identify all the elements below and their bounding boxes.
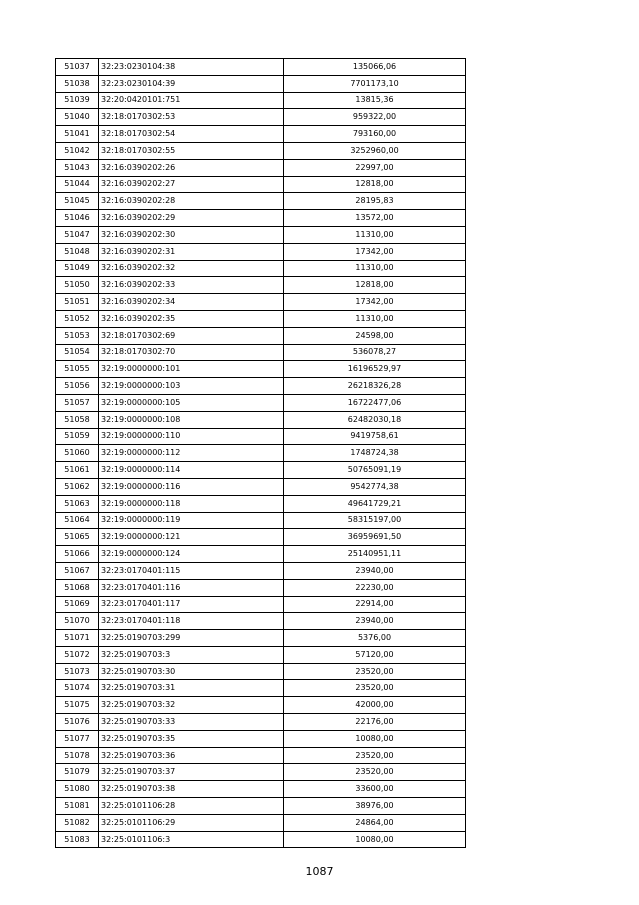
table-row [56,445,466,462]
row-number-cell: 51081 [56,798,99,815]
cadastral-value-cell: 793160,00 [284,126,466,143]
cadastral-value-cell: 23520,00 [284,764,466,781]
table-row [56,327,466,344]
cadastral-value-cell: 38976,00 [284,798,466,815]
cadastral-number-cell: 32:23:0230104:39 [99,75,284,92]
table-row [56,294,466,311]
table-row [56,159,466,176]
cadastral-value-cell: 16196529,97 [284,361,466,378]
row-number-cell: 51044 [56,176,99,193]
cadastral-number-cell: 32:19:0000000:110 [99,428,284,445]
cadastral-number-cell: 32:19:0000000:103 [99,378,284,395]
row-number-cell: 51080 [56,781,99,798]
table-row [56,109,466,126]
cadastral-value-cell: 135066,06 [284,59,466,76]
row-number-cell: 51065 [56,529,99,546]
table-row [56,596,466,613]
table-row [56,680,466,697]
cadastral-number-cell: 32:19:0000000:119 [99,512,284,529]
cadastral-value-cell: 24864,00 [284,814,466,831]
cadastral-number-cell: 32:18:0170302:54 [99,126,284,143]
table-row [56,428,466,445]
table-row [56,747,466,764]
table-row [56,243,466,260]
table-row [56,411,466,428]
cadastral-value-cell: 13572,00 [284,210,466,227]
cadastral-number-cell: 32:25:0190703:3 [99,646,284,663]
table-row [56,764,466,781]
cadastral-number-cell: 32:25:0190703:31 [99,680,284,697]
cadastral-value-cell: 58315197,00 [284,512,466,529]
cadastral-value-cell: 10080,00 [284,730,466,747]
row-number-cell: 51038 [56,75,99,92]
row-number-cell: 51068 [56,579,99,596]
cadastral-number-cell: 32:16:0390202:29 [99,210,284,227]
cadastral-value-cell: 11310,00 [284,226,466,243]
row-number-cell: 51060 [56,445,99,462]
cadastral-number-cell: 32:25:0190703:37 [99,764,284,781]
row-number-cell: 51053 [56,327,99,344]
cadastral-number-cell: 32:16:0390202:27 [99,176,284,193]
row-number-cell: 51073 [56,663,99,680]
cadastral-value-cell: 23520,00 [284,747,466,764]
cadastral-value-cell: 23940,00 [284,613,466,630]
cadastral-value-cell: 50765091,19 [284,462,466,479]
table-row [56,226,466,243]
table-row [56,529,466,546]
cadastral-number-cell: 32:18:0170302:70 [99,344,284,361]
row-number-cell: 51059 [56,428,99,445]
cadastral-number-cell: 32:23:0170401:117 [99,596,284,613]
row-number-cell: 51063 [56,495,99,512]
table-row [56,814,466,831]
cadastral-value-cell: 22176,00 [284,714,466,731]
row-number-cell: 51043 [56,159,99,176]
cadastral-value-cell: 11310,00 [284,310,466,327]
table-row [56,378,466,395]
cadastral-number-cell: 32:25:0190703:299 [99,630,284,647]
row-number-cell: 51058 [56,411,99,428]
row-number-cell: 51061 [56,462,99,479]
row-number-cell: 51037 [56,59,99,76]
cadastral-number-cell: 32:25:0101106:3 [99,831,284,848]
cadastral-value-cell: 9419758,61 [284,428,466,445]
cadastral-value-cell: 26218326,28 [284,378,466,395]
row-number-cell: 51054 [56,344,99,361]
cadastral-number-cell: 32:16:0390202:34 [99,294,284,311]
table-row [56,630,466,647]
table-row [56,92,466,109]
cadastral-number-cell: 32:16:0390202:33 [99,277,284,294]
cadastral-number-cell: 32:25:0190703:32 [99,697,284,714]
cadastral-value-cell: 24598,00 [284,327,466,344]
cadastral-number-cell: 32:19:0000000:108 [99,411,284,428]
cadastral-value-cell: 25140951,11 [284,546,466,563]
row-number-cell: 51055 [56,361,99,378]
cadastral-value-cell: 23940,00 [284,562,466,579]
table-row [56,579,466,596]
table-row [56,344,466,361]
cadastral-value-cell: 7701173,10 [284,75,466,92]
cadastral-value-cell: 17342,00 [284,294,466,311]
table-row [56,176,466,193]
cadastral-number-cell: 32:19:0000000:101 [99,361,284,378]
row-number-cell: 51067 [56,562,99,579]
table-row [56,142,466,159]
table-row [56,394,466,411]
cadastral-value-cell: 49641729,21 [284,495,466,512]
table-row [56,798,466,815]
row-number-cell: 51047 [56,226,99,243]
cadastral-value-cell: 22230,00 [284,579,466,596]
row-number-cell: 51045 [56,193,99,210]
table-row [56,781,466,798]
cadastral-number-cell: 32:16:0390202:32 [99,260,284,277]
table-row [56,478,466,495]
table-row [56,75,466,92]
cadastral-value-cell: 959322,00 [284,109,466,126]
table-row [56,697,466,714]
row-number-cell: 51040 [56,109,99,126]
cadastral-value-cell: 13815,36 [284,92,466,109]
table-row [56,462,466,479]
cadastral-number-cell: 32:16:0390202:31 [99,243,284,260]
cadastral-number-cell: 32:18:0170302:53 [99,109,284,126]
table-row [56,512,466,529]
cadastral-value-cell: 12818,00 [284,176,466,193]
table-row [56,310,466,327]
row-number-cell: 51046 [56,210,99,227]
table-row [56,277,466,294]
table-row [56,714,466,731]
table-row [56,210,466,227]
row-number-cell: 51071 [56,630,99,647]
cadastral-number-cell: 32:16:0390202:28 [99,193,284,210]
cadastral-value-cell: 42000,00 [284,697,466,714]
table-row [56,562,466,579]
cadastral-value-cell: 16722477,06 [284,394,466,411]
row-number-cell: 51064 [56,512,99,529]
cadastral-number-cell: 32:19:0000000:116 [99,478,284,495]
row-number-cell: 51041 [56,126,99,143]
table-row [56,193,466,210]
cadastral-value-cell: 536078,27 [284,344,466,361]
row-number-cell: 51048 [56,243,99,260]
cadastral-number-cell: 32:25:0190703:33 [99,714,284,731]
row-number-cell: 51075 [56,697,99,714]
cadastral-value-cell: 22997,00 [284,159,466,176]
cadastral-value-cell: 33600,00 [284,781,466,798]
cadastral-number-cell: 32:18:0170302:69 [99,327,284,344]
row-number-cell: 51072 [56,646,99,663]
cadastral-value-cell: 17342,00 [284,243,466,260]
cadastral-number-cell: 32:25:0190703:30 [99,663,284,680]
cadastral-number-cell: 32:23:0230104:38 [99,59,284,76]
row-number-cell: 51049 [56,260,99,277]
row-number-cell: 51056 [56,378,99,395]
cadastral-number-cell: 32:25:0101106:29 [99,814,284,831]
cadastral-number-cell: 32:19:0000000:105 [99,394,284,411]
cadastral-number-cell: 32:18:0170302:55 [99,142,284,159]
row-number-cell: 51066 [56,546,99,563]
table-row [56,59,466,76]
table-row [56,495,466,512]
row-number-cell: 51077 [56,730,99,747]
table-row [56,546,466,563]
cadastral-number-cell: 32:20:0420101:751 [99,92,284,109]
row-number-cell: 51083 [56,831,99,848]
row-number-cell: 51051 [56,294,99,311]
table-row [56,361,466,378]
cadastral-value-cell: 28195,83 [284,193,466,210]
cadastral-value-cell: 11310,00 [284,260,466,277]
table-row [56,646,466,663]
cadastral-number-cell: 32:16:0390202:30 [99,226,284,243]
cadastral-value-cell: 23520,00 [284,680,466,697]
cadastral-number-cell: 32:19:0000000:118 [99,495,284,512]
table-row [56,613,466,630]
table-row [56,831,466,848]
cadastral-number-cell: 32:25:0190703:38 [99,781,284,798]
row-number-cell: 51082 [56,814,99,831]
table-row [56,730,466,747]
cadastral-value-cell: 5376,00 [284,630,466,647]
cadastral-number-cell: 32:19:0000000:112 [99,445,284,462]
cadastral-value-cell: 9542774,38 [284,478,466,495]
table-row [56,260,466,277]
row-number-cell: 51079 [56,764,99,781]
cadastral-value-cell: 22914,00 [284,596,466,613]
table-row [56,663,466,680]
table-row [56,126,466,143]
cadastral-value-cell: 57120,00 [284,646,466,663]
cadastral-value-cell: 23520,00 [284,663,466,680]
table-body [56,59,466,848]
cadastral-number-cell: 32:23:0170401:116 [99,579,284,596]
row-number-cell: 51074 [56,680,99,697]
cadastral-number-cell: 32:23:0170401:115 [99,562,284,579]
cadastral-number-cell: 32:19:0000000:124 [99,546,284,563]
cadastral-number-cell: 32:16:0390202:26 [99,159,284,176]
cadastral-value-cell: 62482030,18 [284,411,466,428]
row-number-cell: 51052 [56,310,99,327]
row-number-cell: 51057 [56,394,99,411]
page-number: 1087 [305,865,334,878]
row-number-cell: 51039 [56,92,99,109]
cadastral-value-cell: 10080,00 [284,831,466,848]
cadastral-number-cell: 32:25:0190703:36 [99,747,284,764]
row-number-cell: 51078 [56,747,99,764]
row-number-cell: 51062 [56,478,99,495]
cadastral-number-cell: 32:23:0170401:118 [99,613,284,630]
cadastral-number-cell: 32:19:0000000:114 [99,462,284,479]
cadastral-value-cell: 36959691,50 [284,529,466,546]
cadastral-value-cell: 3252960,00 [284,142,466,159]
row-number-cell: 51076 [56,714,99,731]
cadastral-value-cell: 1748724,38 [284,445,466,462]
cadastral-value-cell: 12818,00 [284,277,466,294]
cadastral-value-table [55,58,466,848]
row-number-cell: 51042 [56,142,99,159]
row-number-cell: 51070 [56,613,99,630]
cadastral-number-cell: 32:25:0101106:28 [99,798,284,815]
cadastral-number-cell: 32:19:0000000:121 [99,529,284,546]
cadastral-number-cell: 32:16:0390202:35 [99,310,284,327]
row-number-cell: 51069 [56,596,99,613]
cadastral-number-cell: 32:25:0190703:35 [99,730,284,747]
row-number-cell: 51050 [56,277,99,294]
